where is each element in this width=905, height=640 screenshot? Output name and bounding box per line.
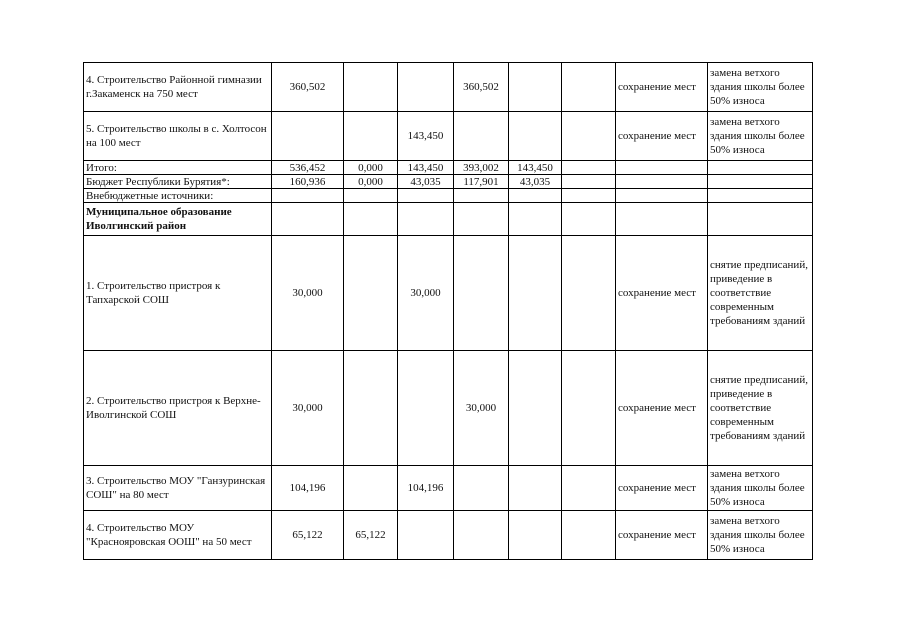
value-cell: 104,196	[398, 466, 454, 511]
value-cell: 65,122	[272, 511, 344, 560]
goal-cell: сохранение мест	[616, 112, 708, 161]
note-cell: замена ветхого здания школы более 50% износа	[708, 112, 813, 161]
goal-cell	[616, 203, 708, 236]
value-cell	[562, 351, 616, 466]
table-row-extrabudget	[84, 189, 813, 203]
value-cell	[509, 511, 562, 560]
note-cell: замена ветхого здания школы более 50% износа	[708, 63, 813, 112]
table-row	[84, 466, 813, 511]
value-cell	[398, 203, 454, 236]
note-cell	[708, 203, 813, 236]
value-cell	[272, 203, 344, 236]
value-cell	[398, 63, 454, 112]
value-cell: 536,452	[272, 161, 344, 175]
value-cell	[562, 511, 616, 560]
row-name: 2. Строительство пристроя к Верхне-Иволгинской СОШ	[84, 351, 272, 466]
row-name: Внебюджетные источники:	[84, 189, 272, 203]
value-cell	[562, 189, 616, 203]
value-cell	[562, 203, 616, 236]
note-cell: замена ветхого здания школы более 50% износа	[708, 511, 813, 560]
value-cell: 143,450	[509, 161, 562, 175]
value-cell: 393,002	[454, 161, 509, 175]
value-cell	[344, 466, 398, 511]
table-row-section	[84, 203, 813, 236]
value-cell: 30,000	[454, 351, 509, 466]
value-cell	[509, 63, 562, 112]
value-cell	[454, 112, 509, 161]
value-cell	[454, 236, 509, 351]
goal-cell	[616, 189, 708, 203]
value-cell: 0,000	[344, 161, 398, 175]
value-cell	[344, 112, 398, 161]
value-cell	[344, 203, 398, 236]
value-cell	[398, 511, 454, 560]
note-cell: снятие предписаний, приведение в соответствие современным требованиям зданий	[708, 351, 813, 466]
value-cell: 143,450	[398, 161, 454, 175]
section-heading: Муниципальное образование Иволгинский район	[84, 203, 272, 236]
value-cell	[509, 351, 562, 466]
value-cell: 143,450	[398, 112, 454, 161]
value-cell	[562, 112, 616, 161]
value-cell	[272, 189, 344, 203]
value-cell	[398, 189, 454, 203]
value-cell	[344, 236, 398, 351]
value-cell	[509, 236, 562, 351]
value-cell: 160,936	[272, 175, 344, 189]
goal-cell: сохранение мест	[616, 511, 708, 560]
row-name: 4. Строительство МОУ "Краснояровская ООШ" на 50 мест	[84, 511, 272, 560]
table-row	[84, 236, 813, 351]
value-cell: 104,196	[272, 466, 344, 511]
note-cell	[708, 175, 813, 189]
value-cell: 360,502	[272, 63, 344, 112]
row-name: Итого:	[84, 161, 272, 175]
value-cell	[509, 466, 562, 511]
goal-cell: сохранение мест	[616, 351, 708, 466]
value-cell: 65,122	[344, 511, 398, 560]
value-cell	[344, 351, 398, 466]
value-cell: 30,000	[398, 236, 454, 351]
value-cell	[562, 63, 616, 112]
value-cell	[562, 466, 616, 511]
value-cell: 30,000	[272, 236, 344, 351]
value-cell	[398, 351, 454, 466]
program-table	[83, 62, 813, 560]
value-cell: 0,000	[344, 175, 398, 189]
goal-cell: сохранение мест	[616, 466, 708, 511]
note-cell	[708, 161, 813, 175]
row-name: Бюджет Республики Бурятия*:	[84, 175, 272, 189]
value-cell	[454, 511, 509, 560]
value-cell: 43,035	[398, 175, 454, 189]
table-row	[84, 63, 813, 112]
value-cell: 360,502	[454, 63, 509, 112]
table-row-total	[84, 161, 813, 175]
row-name: 1. Строительство пристроя к Тапхарской СОШ	[84, 236, 272, 351]
goal-cell	[616, 161, 708, 175]
value-cell	[454, 466, 509, 511]
value-cell	[344, 63, 398, 112]
value-cell	[272, 112, 344, 161]
note-cell: снятие предписаний, приведение в соответствие современным требованиям зданий	[708, 236, 813, 351]
row-name: 4. Строительство Районной гимназии г.Закаменск на 750 мест	[84, 63, 272, 112]
goal-cell: сохранение мест	[616, 63, 708, 112]
value-cell	[509, 203, 562, 236]
value-cell: 117,901	[454, 175, 509, 189]
value-cell	[509, 112, 562, 161]
value-cell	[562, 175, 616, 189]
note-cell: замена ветхого здания школы более 50% износа	[708, 466, 813, 511]
note-cell	[708, 189, 813, 203]
row-name: 3. Строительство МОУ "Ганзуринская СОШ" на 80 мест	[84, 466, 272, 511]
value-cell	[454, 189, 509, 203]
value-cell: 30,000	[272, 351, 344, 466]
value-cell: 43,035	[509, 175, 562, 189]
value-cell	[562, 161, 616, 175]
table-row-budget	[84, 175, 813, 189]
table-row	[84, 112, 813, 161]
value-cell	[454, 203, 509, 236]
goal-cell: сохранение мест	[616, 236, 708, 351]
value-cell	[509, 189, 562, 203]
value-cell	[344, 189, 398, 203]
value-cell	[562, 236, 616, 351]
table-row	[84, 511, 813, 560]
table-row	[84, 351, 813, 466]
row-name: 5. Строительство школы в с. Холтосон на 100 мест	[84, 112, 272, 161]
goal-cell	[616, 175, 708, 189]
